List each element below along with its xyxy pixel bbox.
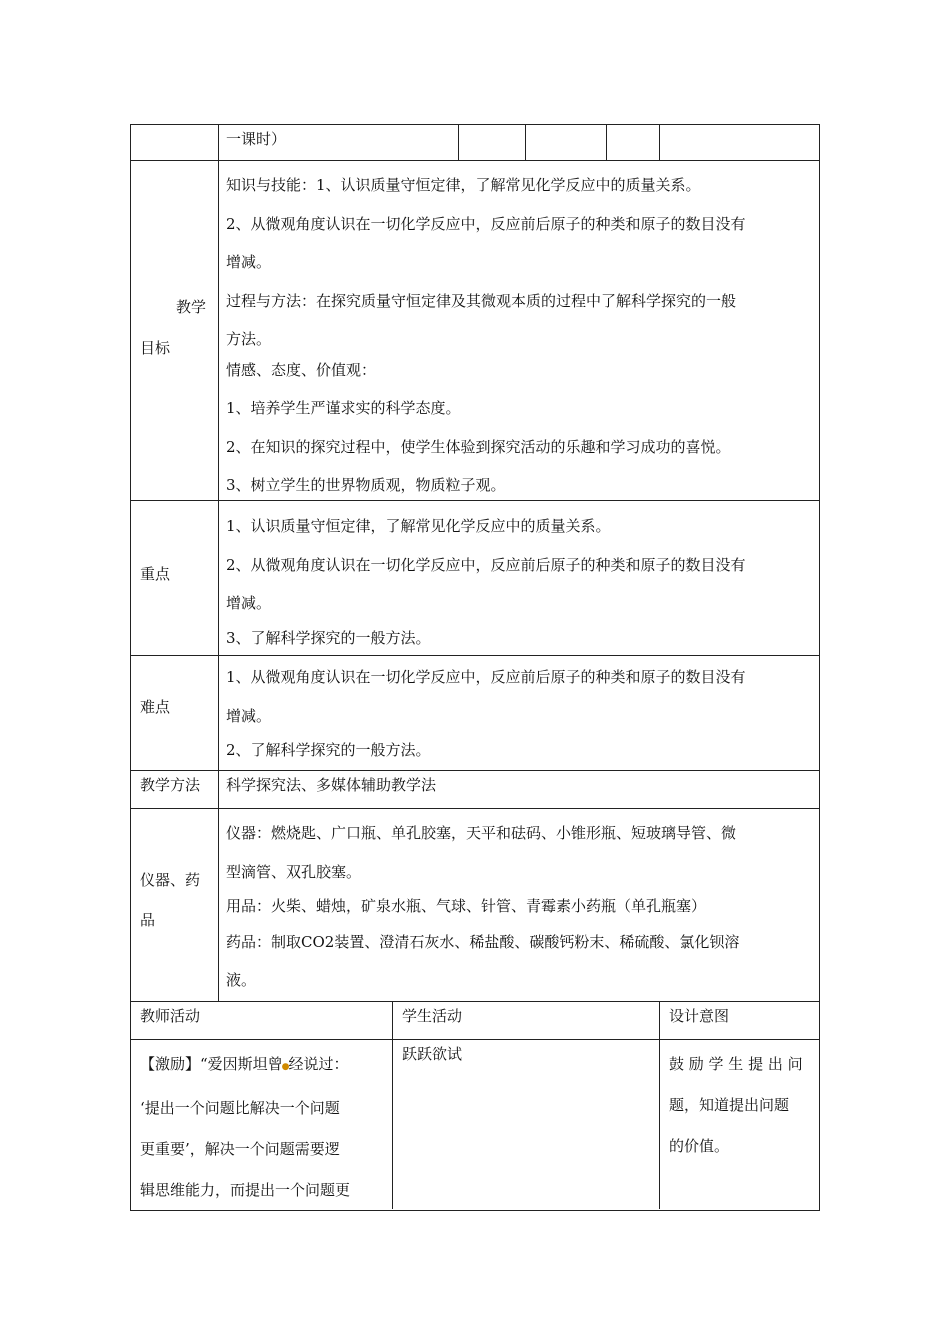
column-divider — [659, 1001, 660, 1209]
objectives-line: 2、从微观角度认识在一切化学反应中，反应前后原子的种类和原子的数目没有 — [226, 214, 746, 233]
materials-line: 药品：制取CO2装置、澄清石灰水、稀盐酸、碳酸钙粉末、稀硫酸、氯化钡溶 — [226, 932, 740, 951]
row-divider — [130, 1001, 819, 1002]
objectives-line: 方法。 — [226, 330, 272, 348]
difficulties-content — [226, 658, 746, 770]
objectives-content — [226, 166, 746, 505]
column-divider — [458, 124, 459, 160]
difficulties-line: 1、从微观角度认识在一切化学反应中，反应前后原子的种类和原子的数目没有 — [226, 668, 746, 686]
difficulties-line: 增减。 — [226, 706, 272, 725]
design-intent-header: 设计意图 — [669, 1007, 730, 1025]
column-divider — [525, 124, 526, 160]
teacher-activity-line: 更重要’，解决一个问题需要逻 — [140, 1140, 340, 1158]
materials-label-line1: 仪器、药 — [140, 871, 201, 889]
methods-text: 科学探究法、多媒体辅助教学法 — [226, 776, 437, 794]
materials-line: 仪器：燃烧匙、广口瓶、单孔胶塞，天平和砝码、小锥形瓶、短玻璃导管、微 — [226, 824, 737, 842]
teacher-activity-header: 教师活动 — [140, 1007, 201, 1025]
materials-content — [226, 814, 739, 1000]
column-divider — [392, 1001, 393, 1209]
objectives-label-line1: 教学 — [176, 298, 207, 316]
teacher-activity-text: 【激励】“爱因斯坦曾 — [140, 1055, 283, 1073]
row-divider — [130, 770, 819, 771]
design-intent-line: 的价值。 — [669, 1137, 730, 1155]
key-points-line: 1、认识质量守恒定律，了解常见化学反应中的质量关系。 — [226, 517, 611, 535]
design-intent-line: 鼓 励 学 生 提 出 问 — [669, 1055, 803, 1073]
edit-mark-icon: ● — [281, 1062, 290, 1072]
key-points-line: 3、了解科学探究的一般方法。 — [226, 628, 431, 647]
teacher-activity-text: 经说过： — [288, 1055, 349, 1073]
row-divider — [130, 1039, 819, 1040]
teacher-activity-line — [140, 1044, 350, 1088]
column-divider — [659, 124, 660, 160]
difficulties-line: 2、了解科学探究的一般方法。 — [226, 741, 431, 759]
objectives-line: 2、在知识的探究过程中，使学生体验到探究活动的乐趣和学习成功的喜悦。 — [226, 437, 731, 456]
methods-label — [140, 775, 200, 795]
materials-line: 型滴管、双孔胶塞。 — [226, 862, 362, 881]
materials-line: 液。 — [226, 971, 257, 989]
objectives-label-line2: 目标 — [140, 339, 171, 357]
key-points-label: 重点 — [140, 565, 171, 583]
teacher-activity-line: ‘提出一个问题比解决一个问题 — [140, 1099, 340, 1117]
design-intent-content — [669, 1044, 803, 1167]
objectives-line: 知识与技能：1、认识质量守恒定律，了解常见化学反应中的质量关系。 — [226, 176, 701, 194]
materials-line: 用品：火柴、蜡烛，矿泉水瓶、气球、针管、青霉素小药瓶（单孔瓶塞） — [226, 897, 707, 915]
teacher-activity-content — [140, 1044, 350, 1211]
objectives-line: 过程与方法：在探究质量守恒定律及其微观本质的过程中了解科学探究的一般 — [226, 291, 737, 310]
key-points-line: 增减。 — [226, 594, 272, 612]
objectives-line: 增减。 — [226, 253, 272, 271]
key-points-line: 2、从微观角度认识在一切化学反应中，反应前后原子的种类和原子的数目没有 — [226, 555, 746, 574]
difficulties-label: 难点 — [140, 698, 171, 716]
methods-label-text: 教学方法 — [140, 776, 201, 794]
objectives-line: 1、培养学生严谨求实的科学态度。 — [226, 399, 461, 417]
row-divider — [130, 808, 819, 809]
design-intent-line: 题，知道提出问题 — [669, 1096, 790, 1114]
materials-label-line2: 品 — [140, 911, 156, 929]
objectives-line: 情感、态度、价值观： — [226, 360, 377, 379]
objectives-line: 3、树立学生的世界物质观，物质粒子观。 — [226, 476, 506, 494]
student-activity-header: 学生活动 — [402, 1007, 463, 1025]
header-row-text: 一课时） — [226, 130, 287, 148]
teacher-activity-line: 辑思维能力，而提出一个问题更 — [140, 1181, 351, 1199]
column-divider — [606, 124, 607, 160]
column-divider — [218, 124, 219, 1001]
student-activity-text: 跃跃欲试 — [402, 1045, 463, 1063]
row-divider — [130, 160, 819, 161]
key-points-content — [226, 507, 746, 657]
